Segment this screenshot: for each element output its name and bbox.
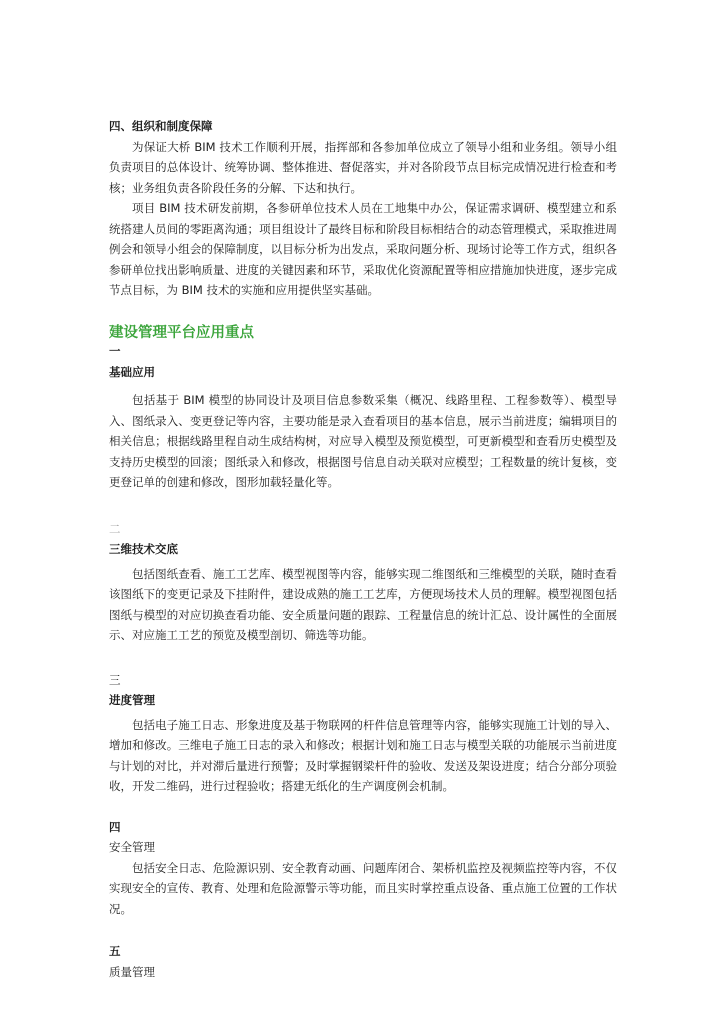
body-paragraph: 为保证大桥 BIM 技术工作顺利开展，指挥部和各参加单位成立了领导小组和业务组。领导小组负责项目的总体设计、统筹协调、整体推进、督促落实，并对各阶段节点目标完成情况进行检查和考核；业务组负责各阶段任务的分解、下达和执行。 [109, 139, 617, 195]
item-number: 一 [109, 343, 121, 358]
body-paragraph: 项目 BIM 技术研发前期，各参研单位技术人员在工地集中办公，保证需求调研、模型建立和系统搭建人员间的零距离沟通；项目组设计了最终目标和阶段目标相结合的动态管理模式，采取推进周例会和领导小组会的保障制度，以目标分析为出发点，采取问题分析、现场讨论等工作方式，组织各参研单位找出影响质量、进度的关键因素和环节，采取优化资源配置等相应措施加快进度，逐步完成节点目标，为 BIM 技术的实施和应用提供坚实基础。 [109, 201, 617, 297]
item-title: 质量管理 [109, 964, 155, 979]
item-body: 包括安全日志、危险源识别、安全教育动画、问题库闭合、架桥机监控及视频监控等内容，不仅实现安全的宣传、教育、处理和危险源警示等功能，而且实时掌控重点设备、重点施工位置的工作状况。 [109, 860, 617, 916]
item-number: 三 [109, 672, 121, 687]
item-number: 四 [109, 819, 121, 834]
item-body: 包括基于 BIM 模型的协同设计及项目信息参数采集（概况、线路里程、工程参数等）、模型导入、图纸录入、变更登记等内容，主要功能是录入查看项目的基本信息，展示当前进度；编辑项目的相关信息；根据线路里程自动生成结构树，对应导入模型及预览模型，可更新模型和查看历史模型及支持历史模型的回滚；图纸录入和修改，根据图号信息自动关联对应模型；工程数量的统计复核，变更登记单的创建和修改，图形加载轻量化等。 [109, 393, 617, 489]
section-heading: 四、组织和制度保障 [109, 119, 213, 133]
platform-title: 建设管理平台应用重点 [109, 324, 254, 341]
item-body: 包括图纸查看、施工工艺库、模型视图等内容，能够实现二维图纸和三维模型的关联，随时查看该图纸下的变更记录及下挂附件，建设成熟的施工工艺库，方便现场技术人员的理解。模型视图包括图纸与模型的对应切换查看功能、安全质量问题的跟踪、工程量信息的统计汇总、设计属性的全面展示、对应施工工艺的预览及模型剖切、筛选等功能。 [109, 566, 617, 642]
item-number: 二 [109, 521, 121, 536]
item-title: 基础应用 [109, 364, 155, 379]
item-title: 安全管理 [109, 840, 155, 854]
item-number: 五 [109, 944, 121, 958]
item-body: 包括电子施工日志、形象进度及基于物联网的杆件信息管理等内容，能够实现施工计划的导入、增加和修改。三维电子施工日志的录入和修改；根据计划和施工日志与模型关联的功能展示当前进度与计划的对比，并对滞后量进行预警；及时掌握钢梁杆件的验收、发送及架设进度；结合分部分项验收，开发二维码，进行过程验收；搭建无纸化的生产调度例会机制。 [109, 717, 617, 793]
item-title: 三维技术交底 [109, 542, 178, 556]
item-title: 进度管理 [109, 693, 155, 707]
document-page [109, 116, 617, 982]
